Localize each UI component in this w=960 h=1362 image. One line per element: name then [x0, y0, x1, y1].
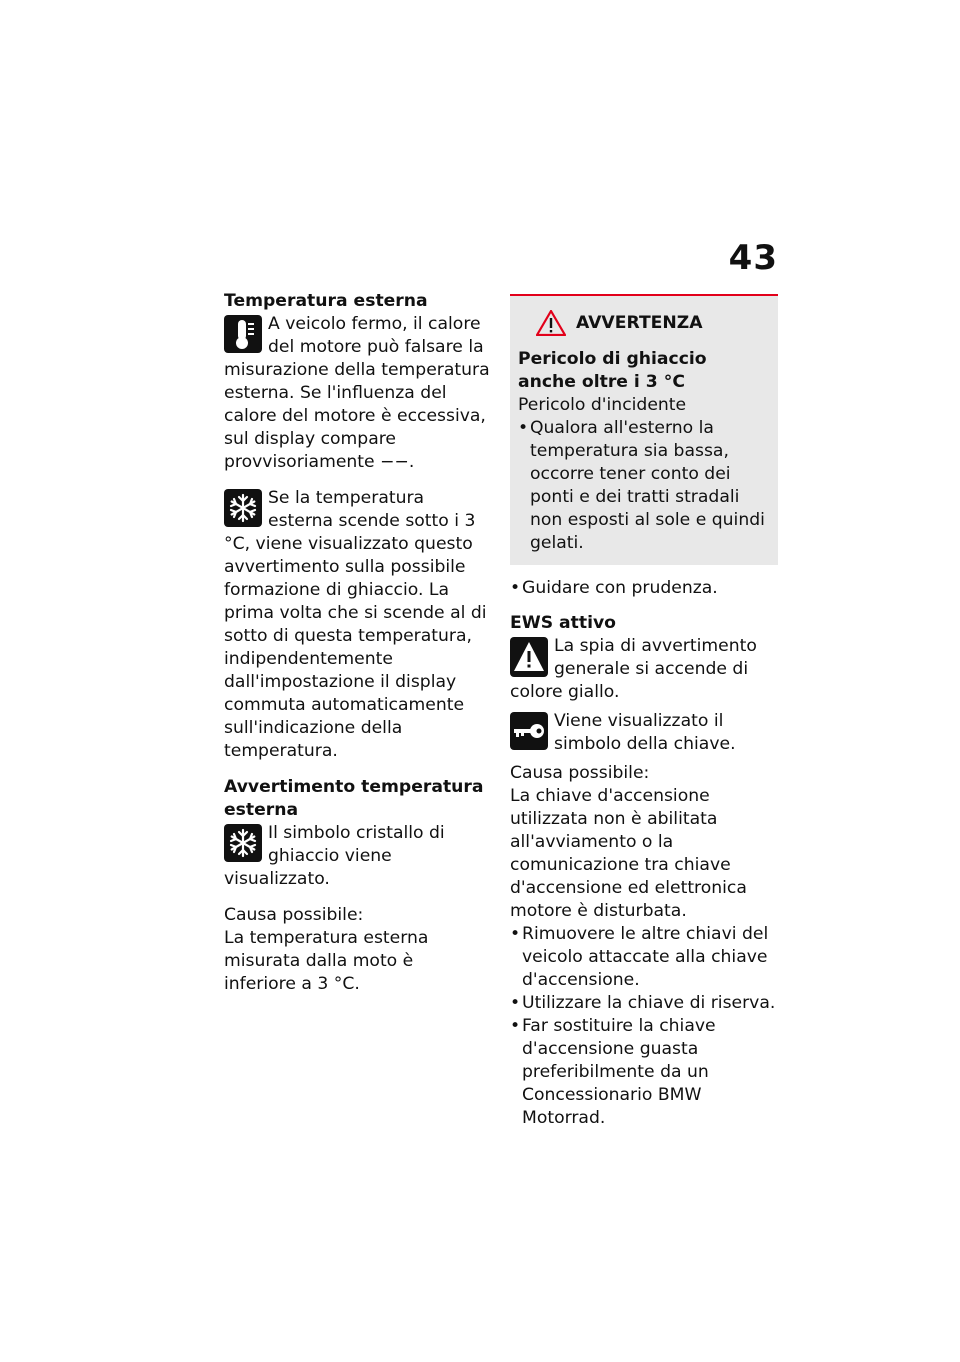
list-item: • Guidare con prudenza. [510, 577, 778, 600]
section-title-ews: EWS attivo [510, 613, 616, 633]
ews-warning-block [510, 635, 778, 704]
ice-warning-block [224, 487, 490, 763]
ews-text-1: La spia di avvertimento generale si accende di colore giallo. [510, 636, 757, 702]
thermometer-icon [224, 315, 262, 353]
warning-subtitle: Pericolo d'incidente [518, 395, 687, 415]
warning-heading [518, 310, 768, 336]
left-column [224, 290, 490, 996]
ews-text-2: Viene visualizzato il simbolo della chiave. [554, 711, 736, 754]
warning-box [510, 294, 778, 565]
cause-label: Causa possibile: [224, 905, 364, 925]
section-title-temperature-warning: Avvertimento temperatura esterna [224, 777, 484, 820]
warning-triangle-icon [510, 637, 548, 677]
ice-warning-text: Se la temperatura esterna scende sotto i 3 °C, viene visualizzato questo avvertimento sulla possibile formazione di ghiaccio. La prima volta che si scende al di sotto di questa temperatura, indipendentemente dall'impostazione il display commuta automaticamente sull'indicazione della temperatura. [224, 488, 487, 761]
list-item: • Far sostituire la chiave d'accensione guasta preferibilmente da un Concessionario BMW Motorrad. [510, 1015, 778, 1130]
temperature-warning-text: Il simbolo cristallo di ghiaccio viene visualizzato. [224, 823, 445, 889]
ews-bullets [510, 923, 778, 1130]
list-item: • Qualora all'esterno la temperatura sia bassa, occorre tener conto dei ponti e dei tratti stradali non esposti al sole e quindi gelati. [518, 417, 768, 555]
list-item: • Utilizzare la chiave di riserva. [510, 992, 778, 1015]
warning-triangle-icon [536, 310, 566, 336]
snowflake-icon [224, 824, 262, 862]
warning-bullets [518, 417, 768, 555]
cause-text: La temperatura esterna misurata dalla moto è inferiore a 3 °C. [224, 928, 429, 994]
ews-cause-text: La chiave d'accensione utilizzata non è abilitata all'avviamento o la comunicazione tra chiave d'accensione ed elettronica motore è disturbata. [510, 786, 747, 921]
page-number: 43 [728, 238, 778, 278]
ews-cause-label: Causa possibile: [510, 763, 650, 783]
right-column [510, 294, 778, 1130]
warning-heading-label: AVVERTENZA [576, 312, 703, 333]
snowflake-icon [224, 489, 262, 527]
outside-temperature-text: A veicolo fermo, il calore del motore può falsare la misurazione della temperatura esterna. Se l'influenza del calore del motore è eccessiva, sul display compare provvisoriamente −−. [224, 314, 490, 472]
ews-key-block [510, 710, 778, 756]
section-title-outside-temperature: Temperatura esterna [224, 291, 428, 311]
temperature-warning-block [224, 822, 490, 891]
key-icon [510, 712, 548, 750]
after-warning-list [510, 577, 778, 600]
list-item: • Rimuovere le altre chiavi del veicolo attaccate alla chiave d'accensione. [510, 923, 778, 992]
outside-temperature-block [224, 313, 490, 474]
warning-title: Pericolo di ghiaccio anche oltre i 3 °C [518, 349, 707, 392]
